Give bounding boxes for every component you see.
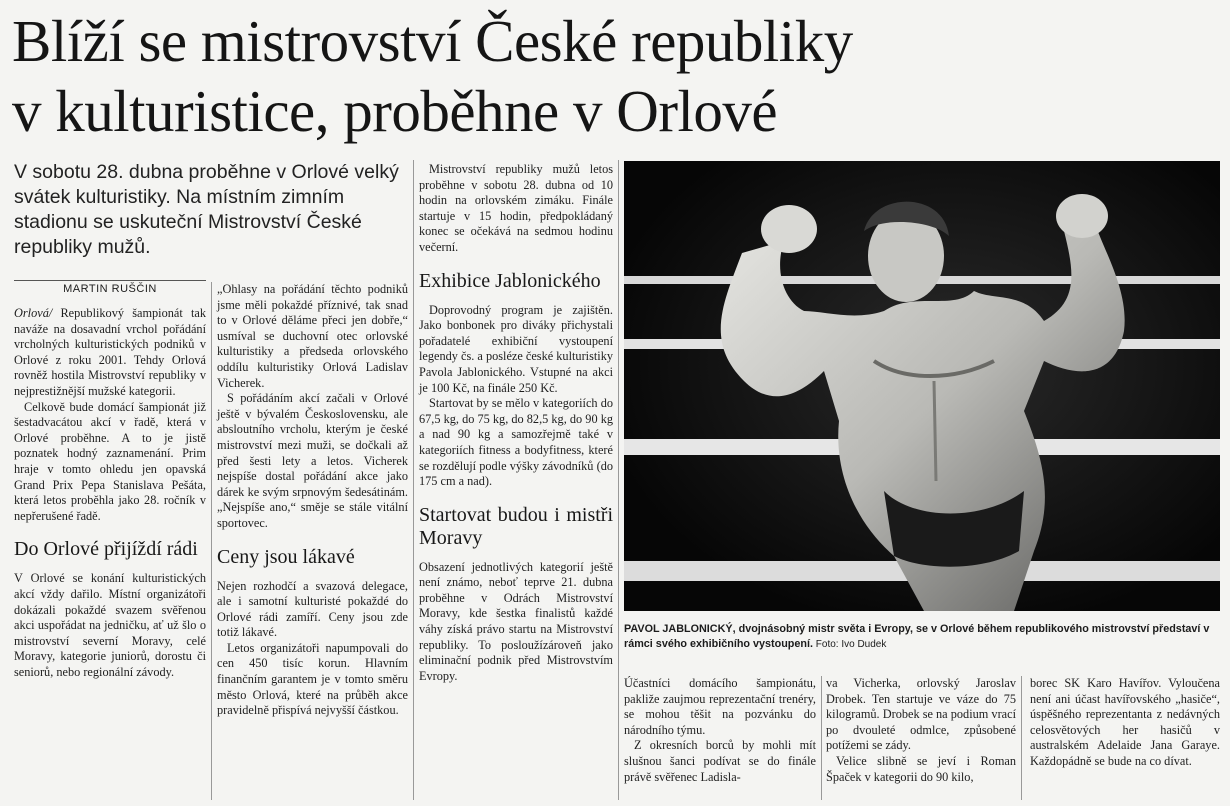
column-divider [1021, 676, 1022, 800]
subhead-ceny: Ceny jsou lákavé [217, 545, 355, 568]
bodybuilder-illustration [624, 161, 1220, 611]
subhead-exhibice: Exhibice Jablonického [419, 269, 601, 292]
article-lead: V sobotu 28. dubna proběhne v Orlové velký svátek kulturistiky. Na místním zimním stadionu se uskuteční Mistrovství České republiky mužů. [14, 161, 399, 258]
column-3 [419, 162, 613, 684]
col3-paragraph-2: Doprovodný program je zajištěn. Jako bonbonek pro diváky přichystali pořadatelé exhibiční vystoupení legendy čs. a posléze české kulturistiky Pavola Jablonického. Vstupné na akci je 100 Kč, na finále 250 Kč. [419, 302, 613, 395]
column-divider [211, 282, 212, 800]
col2-paragraph-1: „Ohlasy na pořádání těchto podniků jsme měli pokaždé příznivé, tak snad to v Orlové děláme přeci jen dobře,“ usmíval se duchovní otec orlovské kulturistiky a předseda orlovského oddílu kulturistiky Orlová Ladislav Vicherek. [217, 282, 408, 390]
column-divider [821, 676, 822, 800]
caption-name: PAVOL JABLONICKÝ, [624, 623, 736, 635]
bodybuilder-photo [624, 161, 1220, 611]
col1-paragraph-2: Celkově bude domácí šampionát již šestadvacátou akcí v řadě, která v Orlové proběhne. A to je jistě poznatek hodný zaznamenání. Prim hraje v tomto ohledu jen opavská Grand Prix Pepa Stanislava Pešáta, která letos proběhla jako 28. ročník v nepřerušené řadě. [14, 399, 206, 523]
subhead-do-orlove: Do Orlové přijíždí rádi [14, 538, 198, 561]
col2-paragraph-3: Nejen rozhodčí a svazová delegace, ale i samotní kulturisté pokaždé do Orlové rádi zamíří. Ceny jsou zde totiž lákavé. [217, 578, 408, 640]
bottom-c1-paragraph-2: Z okresních borců by mohli mít slušnou šanci podívat se do finále právě svěřenec Ladisla- [624, 738, 816, 784]
article-headline [12, 6, 1222, 146]
column-1 [14, 306, 206, 680]
subhead-startovat: Startovat budou i mistři Moravy [419, 503, 613, 549]
photo-caption [624, 622, 1220, 652]
col2-paragraph-2: S pořádáním akcí začali v Orlové ještě v bývalém Československu, ale absloutního vrcholu, kterým je české mistrovství mezi muži, se dočkali až před šesti lety a letos. Vicherek nejspíše dostal pořádání akce jako dárek ke svým srpnovým šedesátinám. „Nejspíše ano,“ směje se stále vitální sportovec. [217, 391, 408, 530]
dateline-city: Orlová/ [14, 306, 53, 320]
bottom-c1-paragraph-1: Účastníci domácího šampionátu, pakliže zaujmou reprezentační trenéry, se mohou těšit na pozvánku do národního týmu. [624, 676, 816, 737]
bottom-c2-paragraph-1: va Vicherka, orlovský Jaroslav Drobek. Ten startuje ve váze do 75 kilogramů. Drobek se na podium vrací po dvouleté odmlce, způsobené potížemi se zády. [826, 676, 1016, 753]
headline-line-1: Blíží se mistrovství České republiky [12, 8, 853, 74]
col1-paragraph-1: Orlová/ Republikový šampionát tak naváže na dosavadní vrchol pořádání vrcholných kulturistických podniků v Orlové z roku 2001. Tehdy Orlová rovněž hostila Mistrovství republiky v nejprestižnější mužské kategorii. [14, 306, 206, 398]
bottom-c2-paragraph-2: Velice slibně se jeví i Roman Špaček v kategorii do 90 kilo, [826, 753, 1016, 784]
column-divider [413, 160, 414, 800]
caption-text: dvojnásobný mistr světa i Evropy, se v Orlové během republikového mistrovství představí v rámci svého exhibičního vystoupení. [624, 623, 1210, 650]
bottom-column-1 [624, 676, 816, 785]
bottom-column-3 [1030, 676, 1220, 770]
headline-line-2: v kulturistice, proběhne v Orlové [12, 78, 778, 144]
col3-paragraph-3: Startovat by se mělo v kategoriích do 67,5 kg, do 75 kg, do 82,5 kg, do 90 kg a nad 90 kg a samozřejmě také v kategoriích fitness a bodyfitness, které se rozdělují podle výšky závodníků (do 175 cm a nad). [419, 396, 613, 489]
column-2 [217, 282, 408, 719]
photo-credit: Foto: Ivo Dudek [813, 639, 887, 650]
bottom-c3-paragraph-1: borec SK Karo Havířov. Vyloučena není ani účast havířovského „hasiče“, úspěšného reprezentanta z nedávných celosvětových her hasičů v australském Adelaide Jana Garaye. Každopádně se bude na co dívat. [1030, 676, 1220, 768]
col2-paragraph-4: Letos organizátoři napumpovali do cen 450 tisíc korun. Hlavním finančním garantem je v tomto směru město Orlová, které na průběh akce pravidelně přispívá nejvyšší částkou. [217, 640, 408, 718]
col3-paragraph-4: Obsazení jednotlivých kategorií ještě není známo, neboť teprve 21. dubna proběhne v Odrách Mistrovství Moravy, kde šestka finalistů každé váhy získá právo startu na Mistrovství republiky. To posloužízároveň jako eliminační podnik před Mistrovstvím Evropy. [419, 559, 613, 683]
col3-paragraph-1: Mistrovství republiky mužů letos proběhne v sobotu 28. dubna od 10 hodin na orlovském zimáku. Finále startuje v 15 hodin, předpokládaný konec se očekává na sedmou hodinu večerní. [419, 162, 613, 254]
bottom-column-2 [826, 676, 1016, 785]
col1-paragraph-3: V Orlové se konání kulturistických akcí vždy dařilo. Místní organizátoři dokázali pokaždé svazem svěřenou akci uspořádat na jedničku, ať už šlo o mistrovství severní Moravy, celé Moravy, kategorie juniorů, dorostu či seniorů, nebo regionální závody. [14, 571, 206, 679]
byline: MARTIN RUŠČIN [14, 280, 206, 295]
column-divider [618, 160, 619, 800]
